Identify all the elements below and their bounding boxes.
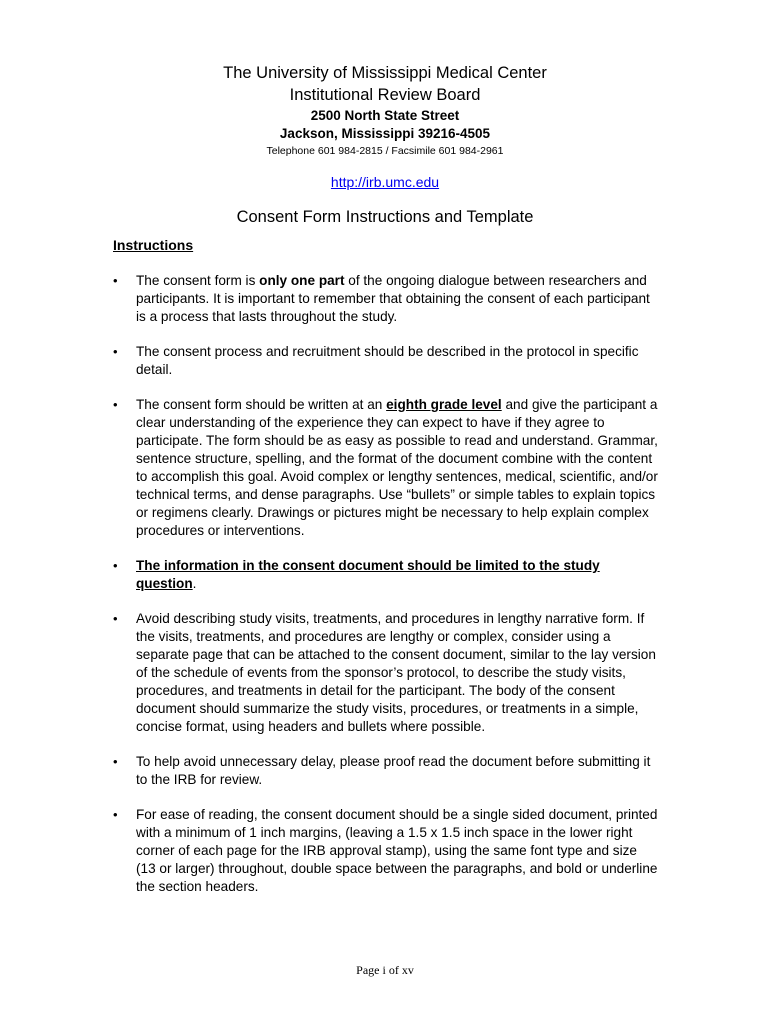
item-text: For ease of reading, the consent document should be a single sided document, printed with a minimum of 1 inch margins, (leaving a 1.5 x 1.5 inch space in the lower right corner of each page for the IRB approval stamp), using the same font type and size (13 or larger) throughout, double space between the paragraphs, and bold or underline the section headers.: [136, 807, 658, 894]
instructions-list: [113, 272, 658, 913]
item-text: Avoid describing study visits, treatments, and procedures in lengthy narrative form. If the visits, treatments, and procedures are lengthy or complex, consider using a separate page that can be attached to the consent document, similar to the lay version of the schedule of events from the sponsor’s protocol, to describe the study visits, procedures, and treatments in detail for the participant. The body of the consent document should summarize the study visits, procedures, or treatments in a simple, concise format, using headers and bullets where possible.: [136, 611, 656, 734]
item-text-post: and give the participant a clear understanding of the experience they can expect to have if they agree to participate. The form should be as easy as possible to read and understand. Grammar, sentence structure, spelling, and the format of the document combine with the content to accomplish this goal. Avoid complex or lengthy sentences, medical, scientific, and/or technical terms, and dense paragraphs. Use “bullets” or simple tables to explain topics or regimens clearly. Drawings or pictures might be necessary to help explain complex procedures or interventions.: [136, 397, 658, 538]
item-text-emphasis: only one part: [259, 273, 345, 288]
item-text: To help avoid unnecessary delay, please proof read the document before submitting it to the IRB for review.: [136, 754, 651, 787]
city-address: Jackson, Mississippi 39216-4505: [279, 126, 491, 141]
list-item: [113, 272, 658, 326]
item-text-emphasis: The information in the consent document should be limited to the study question: [136, 558, 600, 591]
university-name: The University of Mississippi Medical Center: [223, 64, 547, 82]
item-text-pre: The consent form should be written at an: [136, 397, 387, 412]
irb-website-link[interactable]: http://irb.umc.edu: [330, 174, 440, 190]
list-item: [113, 753, 658, 789]
instructions-heading: Instructions: [113, 237, 194, 253]
document-header: [0, 62, 770, 228]
page-number: Page i of xv: [356, 963, 414, 977]
street-address: 2500 North State Street: [310, 108, 460, 123]
document-title: Consent Form Instructions and Template: [236, 208, 534, 226]
list-item: [113, 343, 658, 379]
bullet-icon: •: [113, 807, 118, 822]
board-name: Institutional Review Board: [289, 86, 481, 104]
bullet-icon: •: [113, 397, 118, 412]
list-item: [113, 610, 658, 736]
item-text-pre: The consent form is: [136, 273, 260, 288]
bullet-icon: •: [113, 611, 118, 626]
list-item: [113, 396, 658, 540]
contact-numbers: Telephone 601 984-2815 / Facsimile 601 984-2961: [266, 145, 504, 157]
bullet-icon: •: [113, 344, 118, 359]
list-item: [113, 806, 658, 896]
item-text: The consent process and recruitment should be described in the protocol in specific detail.: [136, 344, 639, 377]
bullet-icon: •: [113, 754, 118, 769]
bullet-icon: •: [113, 558, 118, 573]
list-item: [113, 557, 658, 593]
item-text-emphasis: eighth grade level: [386, 397, 502, 412]
bullet-icon: •: [113, 273, 118, 288]
item-text-post: .: [192, 576, 197, 591]
item-text-post: of the ongoing dialogue between researchers and participants. It is important to remember that obtaining the consent of each participant is a process that lasts throughout the study.: [136, 273, 650, 324]
